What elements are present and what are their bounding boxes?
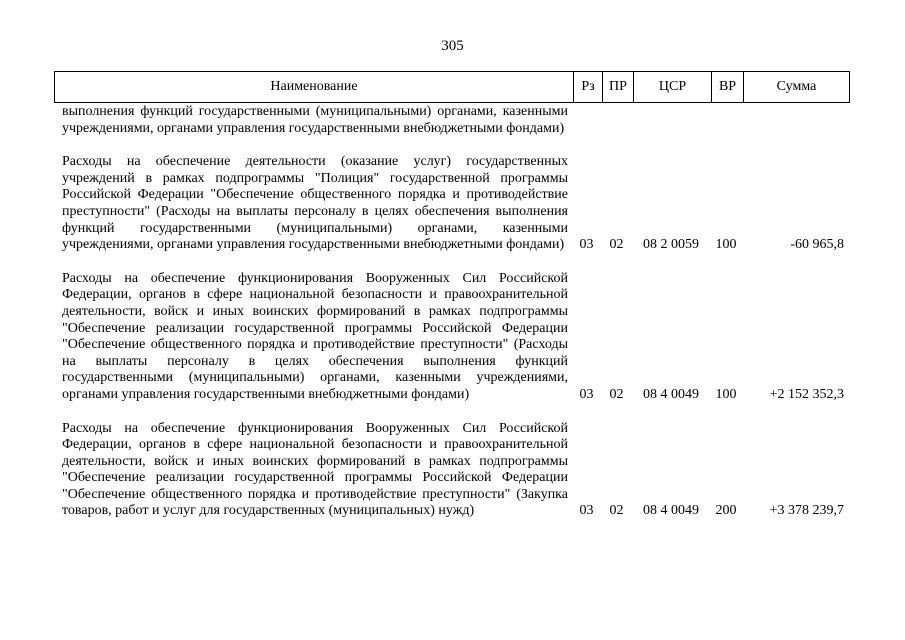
header-csr: ЦСР [633,72,711,102]
table-row [54,104,850,137]
row-vr: 100 [715,386,737,402]
row-name: Расходы на обеспечение функционирования Вооруженных Сил Российской Федерации, органов в сфере национальной безопасности и правоохранительной деятельности, войск и иных воинских формирований в рамках подпрограммы "Обеспечение реализации государственной программы Российской Федерации "Обеспечение общественного порядка и противодействие преступности" (Расходы на выплаты персоналу в целях обеспечения выполнения функций государственными (муниципальными) органами, казенными учреждениями, органами управления государственными внебюджетными фондами) [62,270,568,402]
header-vr: ВР [711,72,743,102]
table-row [54,421,850,521]
row-rz: 03 [579,237,594,253]
header-sum: Сумма [743,72,849,102]
table-body [54,104,850,520]
row-pr: 02 [609,386,624,402]
row-pr: 02 [609,503,624,519]
table-row [54,154,850,254]
row-csr [632,104,710,137]
row-name: Расходы на обеспечение функционирования Вооруженных Сил Российской Федерации, органов в сфере национальной безопасности и правоохранительной деятельности, войск и иных воинских формирований в рамках подпрограммы "Обеспечение реализации государственной программы Российской Федерации "Обеспечение общественного порядка и противодействие преступности" (Закупка товаров, работ и услуг для государственных (муниципальных) нужд) [62,420,568,519]
row-csr: 08 4 0049 [643,386,699,402]
row-rz: 03 [579,386,594,402]
row-pr: 02 [609,237,624,253]
page-number: 305 [441,38,464,54]
row-sum: -60 965,8 [790,237,844,253]
row-vr: 200 [715,503,737,519]
row-rz: 03 [579,503,594,519]
row-sum: +3 378 239,7 [769,503,844,519]
row-sum: +2 152 352,3 [769,386,844,402]
row-vr [710,104,742,137]
table-header [54,71,850,103]
header-rz: Рз [573,72,602,102]
row-csr: 08 2 0059 [643,237,699,253]
header-name: Наименование [270,79,358,94]
table-row [54,271,850,404]
row-sum [742,104,848,137]
row-name: Расходы на обеспечение деятельности (оказание услуг) государственных учреждений в рамках подпрограммы "Полиция" государственной программы Российской Федерации "Обеспечение общественного порядка и противодействие преступности" (Расходы на выплаты персоналу в целях обеспечения выполнения функций государственными (муниципальными) органами, казенными учреждениями, органами управления государственными внебюджетными фондами) [62,154,568,253]
row-vr: 100 [715,237,737,253]
row-csr: 08 4 0049 [643,503,699,519]
row-name: выполнения функций государственными (муниципальными) органами, казенными учреждениями, органами управления государственными внебюджетными фондами) [62,104,568,136]
row-rz [572,104,601,137]
row-pr [601,104,632,137]
header-pr: ПР [602,72,633,102]
